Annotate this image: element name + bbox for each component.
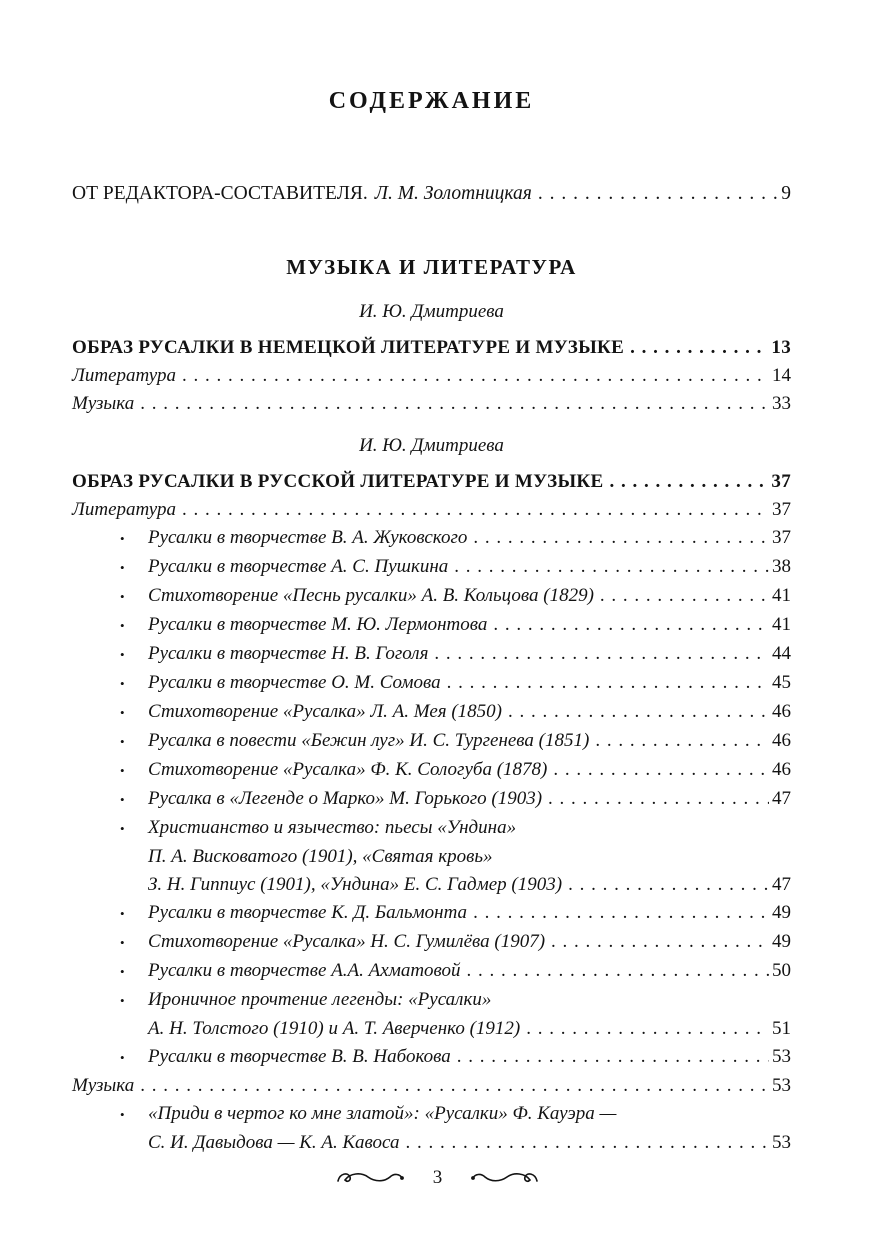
bullet-marker xyxy=(120,641,148,669)
subsection-title: Литература xyxy=(72,499,176,520)
bullet-marker xyxy=(120,786,148,814)
entry-title: Русалки в творчестве Н. В. Гоголя xyxy=(148,643,429,664)
entry-title: Христианство и язычество: пьесы «Ундина» xyxy=(148,817,517,838)
part-title: МУЗЫКА И ЛИТЕРАТУРА xyxy=(286,255,577,279)
dot-leader xyxy=(434,640,769,668)
toc-entry xyxy=(72,727,791,756)
entry-page-number: 49 xyxy=(772,902,791,923)
toc-entry-editor xyxy=(72,180,791,208)
toc-entry-subsection xyxy=(72,390,791,418)
entry-title: Стихотворение «Русалка» Н. С. Гумилёва (1907) xyxy=(148,931,546,952)
toc-entry-continuation xyxy=(72,1015,791,1043)
dot-leader xyxy=(447,669,769,697)
bullet-marker xyxy=(120,670,148,698)
toc-entry xyxy=(72,524,791,553)
entry-title: Русалки в творчестве А.А. Ахматовой xyxy=(148,960,461,981)
entry-title: Стихотворение «Русалка» Л. А. Мея (1850) xyxy=(148,701,503,722)
entry-page-number: 41 xyxy=(772,585,791,606)
entry-title: Русалки в творчестве А. С. Пушкина xyxy=(148,556,449,577)
entry-page-number: 44 xyxy=(772,643,791,664)
toc-entry-chapter-2 xyxy=(72,468,791,496)
entry-title-continuation: П. А. Висковатого (1901), «Святая кровь» xyxy=(148,846,493,867)
toc-entry xyxy=(72,669,791,698)
toc-entry xyxy=(72,582,791,611)
entry-title: Стихотворение «Русалка» Ф. К. Сологуба (1878) xyxy=(148,759,548,780)
bullet-marker xyxy=(120,583,148,611)
toc-entry xyxy=(72,1100,791,1129)
bullet-marker xyxy=(120,525,148,553)
bullet-marker xyxy=(120,728,148,756)
entry-page-number: 14 xyxy=(772,365,791,386)
toc-entry-subsection xyxy=(72,362,791,390)
dot-leader xyxy=(182,496,769,524)
entry-page-number: 45 xyxy=(772,672,791,693)
entry-page-number: 38 xyxy=(772,556,791,577)
entry-title-continuation: А. Н. Толстого (1910) и А. Т. Аверченко (1912) xyxy=(148,1018,521,1039)
entry-title: Русалки в творчестве В. В. Набокова xyxy=(148,1046,451,1067)
dot-leader xyxy=(538,180,778,208)
toc-entry xyxy=(72,986,791,1015)
entry-page-number: 46 xyxy=(772,730,791,751)
entry-page-number: 47 xyxy=(772,874,791,895)
bullet-marker xyxy=(120,554,148,582)
dot-leader xyxy=(526,1015,769,1043)
entry-title: Русалки в творчестве М. Ю. Лермонтова xyxy=(148,614,488,635)
bullet-marker xyxy=(120,987,148,1015)
chapter-title: ОБРАЗ РУСАЛКИ В НЕМЕЦКОЙ ЛИТЕРАТУРЕ И МУЗЫКЕ xyxy=(72,337,625,358)
folio-page-number: 3 xyxy=(432,1167,443,1188)
flourish-ornament-left xyxy=(335,1168,405,1188)
dot-leader xyxy=(630,334,768,362)
toc-entry-chapter-1 xyxy=(72,334,791,362)
entry-page-number: 41 xyxy=(772,614,791,635)
toc-entry xyxy=(72,928,791,957)
entry-page-number: 53 xyxy=(772,1046,791,1067)
toc-entry xyxy=(72,785,791,814)
entry-page-number: 53 xyxy=(772,1075,791,1096)
toc-entry xyxy=(72,611,791,640)
entry-page-number: 37 xyxy=(772,499,791,520)
entry-page-number: 37 xyxy=(772,527,791,548)
subsection-title: Музыка xyxy=(72,393,135,414)
bullet-marker xyxy=(120,757,148,785)
dot-leader xyxy=(467,957,769,985)
entry-page-number: 50 xyxy=(772,960,791,981)
toc-entry-continuation xyxy=(72,843,791,871)
entry-page-number: 49 xyxy=(772,931,791,952)
dot-leader xyxy=(140,390,769,418)
entry-page-number: 53 xyxy=(772,1132,791,1153)
page-title: СОДЕРЖАНИЕ xyxy=(328,88,535,114)
toc-entry xyxy=(72,814,791,843)
bullet-marker xyxy=(120,900,148,928)
toc-entry xyxy=(72,698,791,727)
dot-leader xyxy=(600,582,769,610)
toc-entry xyxy=(72,899,791,928)
entry-page-number: 51 xyxy=(772,1018,791,1039)
bullet-marker xyxy=(120,958,148,986)
toc-entry xyxy=(72,640,791,669)
bullet-marker xyxy=(120,1044,148,1072)
toc-entry xyxy=(72,553,791,582)
toc-entry xyxy=(72,756,791,785)
author-name: И. Ю. Дмитриева xyxy=(359,301,504,322)
toc-entry xyxy=(72,1043,791,1072)
entry-page-number: 37 xyxy=(771,471,791,492)
dot-leader xyxy=(595,727,769,755)
chapter-title: ОБРАЗ РУСАЛКИ В РУССКОЙ ЛИТЕРАТУРЕ И МУЗЫКЕ xyxy=(72,471,604,492)
subsection-title: Литература xyxy=(72,365,176,386)
dot-leader xyxy=(473,899,769,927)
dot-leader xyxy=(182,362,769,390)
bullet-marker xyxy=(120,612,148,640)
dot-leader xyxy=(454,553,769,581)
entry-title: Русалки в творчестве К. Д. Бальмонта xyxy=(148,902,468,923)
entry-page-number: 47 xyxy=(772,788,791,809)
entry-title: Русалки в творчестве В. А. Жуковского xyxy=(148,527,468,548)
entry-title: Стихотворение «Песнь русалки» А. В. Кольцова (1829) xyxy=(148,585,594,606)
flourish-ornament-right xyxy=(470,1168,540,1188)
dot-leader xyxy=(548,785,769,813)
entry-title: Русалки в творчестве О. М. Сомова xyxy=(148,672,441,693)
entry-title: Ироничное прочтение легенды: «Русалки» xyxy=(148,989,492,1010)
dot-leader xyxy=(609,468,768,496)
entry-page-number: 9 xyxy=(781,183,791,204)
dot-leader xyxy=(553,756,769,784)
subsection-title: Музыка xyxy=(72,1075,135,1096)
dot-leader xyxy=(493,611,769,639)
editor-entry-author: Л. М. Золотницкая xyxy=(374,183,532,204)
toc-entry-continuation xyxy=(72,871,791,899)
entry-title: Русалка в «Легенде о Марко» М. Горького (1903) xyxy=(148,788,543,809)
bullet-marker xyxy=(120,699,148,727)
entry-title-continuation: З. Н. Гиппиус (1901), «Ундина» Е. С. Гадмер (1903) xyxy=(148,874,563,895)
dot-leader xyxy=(568,871,769,899)
entry-page-number: 13 xyxy=(771,337,791,358)
bullet-marker xyxy=(120,929,148,957)
entry-page-number: 33 xyxy=(772,393,791,414)
dot-leader xyxy=(406,1129,770,1157)
dot-leader xyxy=(457,1043,769,1071)
entry-page-number: 46 xyxy=(772,759,791,780)
entry-title: «Приди в чертог ко мне златой»: «Русалки» Ф. Кауэра — xyxy=(148,1103,617,1124)
dot-leader xyxy=(508,698,769,726)
entry-title-continuation: С. И. Давыдова — К. А. Кавоса xyxy=(148,1132,400,1153)
entry-page-number: 46 xyxy=(772,701,791,722)
toc-entry xyxy=(72,957,791,986)
entry-title: Русалка в повести «Бежин луг» И. С. Тургенева (1851) xyxy=(148,730,590,751)
author-name: И. Ю. Дмитриева xyxy=(359,435,504,456)
dot-leader xyxy=(551,928,769,956)
toc-entry-continuation xyxy=(72,1129,791,1157)
bullet-marker xyxy=(120,815,148,843)
toc-entry-subsection xyxy=(72,496,791,524)
page-footer xyxy=(0,1167,875,1189)
dot-leader xyxy=(473,524,769,552)
toc-entry-subsection xyxy=(72,1072,791,1100)
dot-leader xyxy=(140,1072,769,1100)
editor-entry-label: ОТ РЕДАКТОРА-СОСТАВИТЕЛЯ. xyxy=(72,183,368,204)
bullet-marker xyxy=(120,1101,148,1129)
